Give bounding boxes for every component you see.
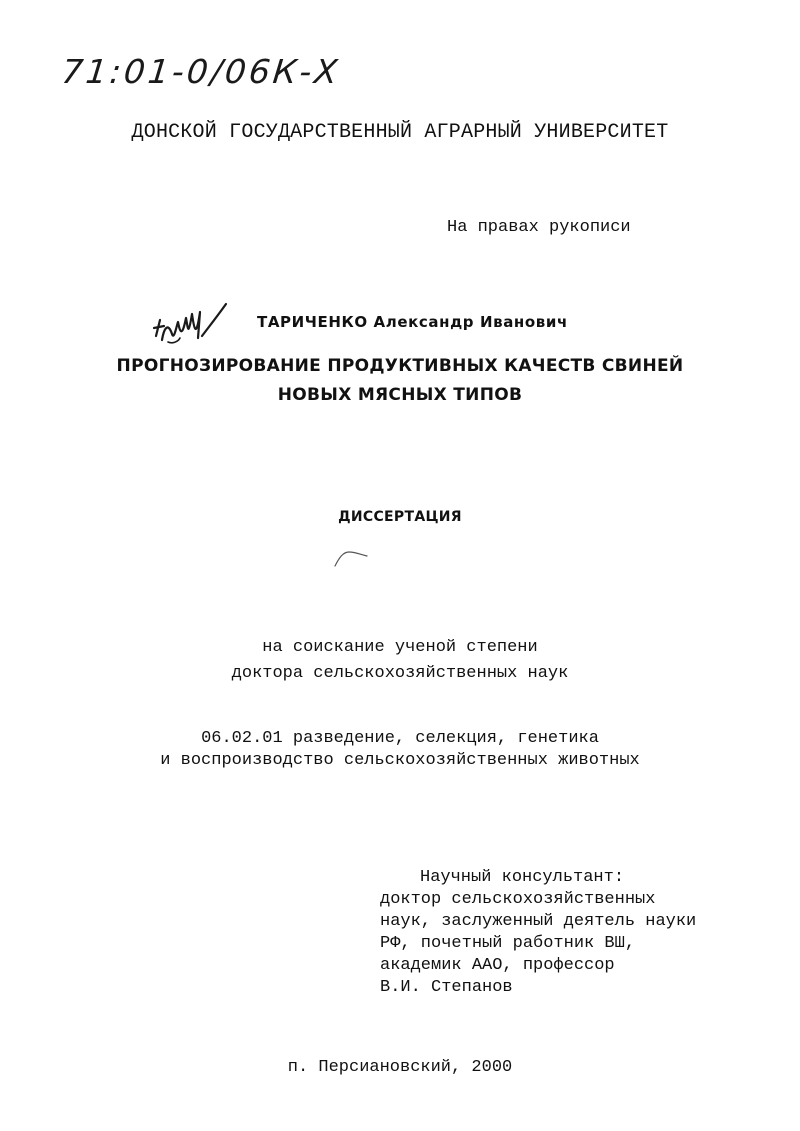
- dissertation-title-line-1: ПРОГНОЗИРОВАНИЕ ПРОДУКТИВНЫХ КАЧЕСТВ СВИНЕЙ: [116, 356, 684, 376]
- consultant-name: В.И. Степанов: [380, 978, 513, 997]
- degree-line-1: на соискание ученой степени: [262, 638, 538, 657]
- dissertation-title-line-2: НОВЫХ МЯСНЫХ ТИПОВ: [277, 385, 523, 405]
- pen-mark: [333, 548, 373, 570]
- document-type: ДИССЕРТАЦИЯ: [338, 509, 462, 525]
- degree-line-2: доктора сельскохозяйственных наук: [231, 664, 569, 683]
- consultant-label: Научный консультант:: [420, 868, 625, 887]
- consultant-line: наук, заслуженный деятель науки: [380, 912, 697, 931]
- consultant-line: академик ААО, профессор: [380, 956, 615, 975]
- specialty-line-2: и воспроизводство сельскохозяйственных животных: [160, 751, 640, 770]
- consultant-line: доктор сельскохозяйственных: [380, 890, 656, 909]
- author-signature: [150, 298, 250, 358]
- manuscript-note: На правах рукописи: [447, 218, 631, 237]
- university-name: ДОНСКОЙ ГОСУДАРСТВЕННЫЙ АГРАРНЫЙ УНИВЕРСИТЕТ: [131, 121, 669, 144]
- place-and-year: п. Персиановский, 2000: [287, 1058, 513, 1077]
- author-name: ТАРИЧЕНКО Александр Иванович: [257, 313, 568, 331]
- specialty-line-1: 06.02.01 разведение, селекция, генетика: [201, 729, 599, 748]
- consultant-line: РФ, почетный работник ВШ,: [380, 934, 636, 953]
- handwritten-registry-number: 71:01-0/06К-Х: [59, 52, 343, 91]
